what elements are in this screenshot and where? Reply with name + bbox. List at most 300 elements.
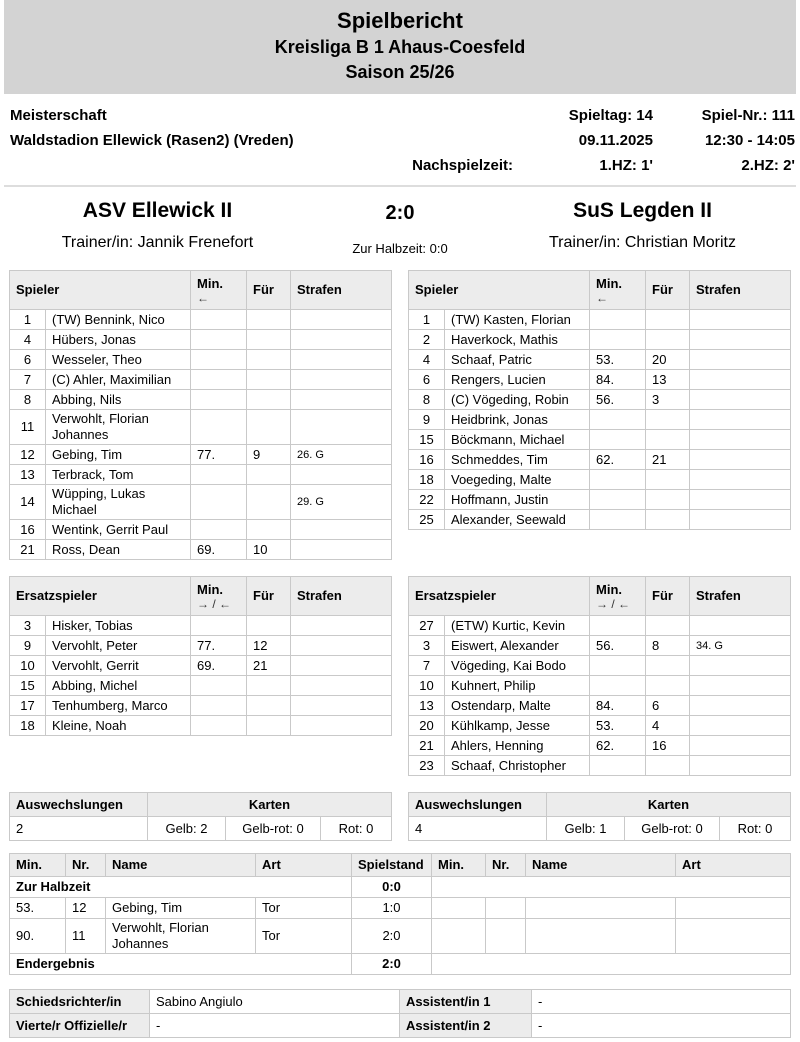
away-yellow-cards: Gelb: 1 — [547, 817, 625, 841]
score-block — [305, 199, 495, 256]
player-cards: 29. G — [291, 485, 392, 520]
player-cards — [291, 520, 392, 540]
col-fuer: Für — [247, 271, 291, 310]
summary-header-row — [10, 793, 392, 817]
player-name: Rengers, Lucien — [445, 370, 590, 390]
player-cards — [690, 370, 791, 390]
match-time: 12:30 - 14:05 — [704, 132, 795, 149]
player-name: Abbing, Michel — [46, 676, 191, 696]
player-sub-minute — [191, 520, 247, 540]
player-name: Ostendarp, Malte — [445, 696, 590, 716]
meta-right — [412, 103, 795, 178]
event-player-name: Gebing, Tim — [106, 898, 256, 919]
player-sub-for: 16 — [646, 736, 690, 756]
away-yellowred-cards: Gelb-rot: 0 — [625, 817, 720, 841]
player-sub-minute — [590, 310, 646, 330]
player-sub-for: 8 — [646, 636, 690, 656]
player-sub-minute: 84. — [590, 696, 646, 716]
event-score: 2:0 — [352, 919, 432, 954]
fourth-official-label: Vierte/r Offizielle/r — [10, 1014, 150, 1038]
away-red-cards: Rot: 0 — [720, 817, 791, 841]
sub-out-arrow-icon: ← — [197, 290, 210, 305]
col-art: Art — [676, 854, 791, 877]
player-name: Tenhumberg, Marco — [46, 696, 191, 716]
player-sub-for — [646, 510, 690, 530]
player-row — [10, 656, 392, 676]
player-sub-minute: 56. — [590, 390, 646, 410]
col-fuer: Für — [646, 271, 690, 310]
goal-event-row — [10, 898, 791, 919]
player-row — [10, 410, 392, 445]
player-row — [409, 370, 791, 390]
milestone-label: Endergebnis — [10, 954, 352, 975]
player-sub-for — [646, 756, 690, 776]
player-sub-minute: 69. — [191, 656, 247, 676]
table-header-row — [10, 577, 392, 616]
stoppage-hz1: 1.HZ: 1' — [599, 157, 653, 174]
player-name: Hoffmann, Justin — [445, 490, 590, 510]
player-name: Schaaf, Patric — [445, 350, 590, 370]
events-table — [9, 853, 791, 975]
player-row — [409, 350, 791, 370]
player-number: 17 — [10, 696, 46, 716]
player-sub-minute — [191, 616, 247, 636]
player-number: 4 — [10, 330, 46, 350]
player-name: (C) Ahler, Maximilian — [46, 370, 191, 390]
col-min: Min. → / ← — [191, 577, 247, 616]
player-name: Wüpping, Lukas Michael — [46, 485, 191, 520]
stoppage-hz2: 2.HZ: 2' — [741, 157, 795, 174]
assistant2-label: Assistent/in 2 — [400, 1014, 532, 1038]
karten-label: Karten — [547, 793, 791, 817]
player-name: Haverkock, Mathis — [445, 330, 590, 350]
player-row — [10, 520, 392, 540]
player-sub-for — [247, 616, 291, 636]
player-number: 23 — [409, 756, 445, 776]
col-fuer: Für — [646, 577, 690, 616]
player-row — [409, 696, 791, 716]
player-cards — [690, 676, 791, 696]
summary-header-row — [409, 793, 791, 817]
officials-row — [10, 1014, 791, 1038]
player-cards — [291, 350, 392, 370]
player-row — [10, 350, 392, 370]
event-away-player-name — [526, 919, 676, 954]
player-sub-minute: 77. — [191, 636, 247, 656]
player-name: Vögeding, Kai Bodo — [445, 656, 590, 676]
player-name: Wentink, Gerrit Paul — [46, 520, 191, 540]
player-cards — [690, 656, 791, 676]
away-starters-table — [408, 270, 791, 530]
player-number: 21 — [10, 540, 46, 560]
col-ersatzspieler: Ersatzspieler — [409, 577, 590, 616]
player-sub-minute — [191, 485, 247, 520]
player-sub-minute — [191, 390, 247, 410]
away-subs-count: 4 — [409, 817, 547, 841]
col-min: Min. ← — [191, 271, 247, 310]
player-row — [409, 756, 791, 776]
player-number: 7 — [10, 370, 46, 390]
player-sub-for — [646, 676, 690, 696]
player-number: 16 — [10, 520, 46, 540]
player-name: Schaaf, Christopher — [445, 756, 590, 776]
player-sub-for: 20 — [646, 350, 690, 370]
player-sub-for — [646, 310, 690, 330]
away-summary-table — [408, 792, 791, 841]
player-name: Kleine, Noah — [46, 716, 191, 736]
player-row — [409, 616, 791, 636]
home-subs-table — [9, 576, 392, 736]
home-trainer: Trainer/in: Jannik Frenefort — [61, 234, 254, 251]
col-ersatzspieler: Ersatzspieler — [10, 577, 191, 616]
player-number: 11 — [10, 410, 46, 445]
player-number: 20 — [409, 716, 445, 736]
player-sub-minute: 53. — [590, 716, 646, 736]
player-cards — [690, 696, 791, 716]
player-number: 9 — [10, 636, 46, 656]
player-number: 13 — [10, 465, 46, 485]
player-cards — [291, 465, 392, 485]
event-player-number: 11 — [66, 919, 106, 954]
player-row — [409, 390, 791, 410]
player-number: 2 — [409, 330, 445, 350]
player-number: 12 — [10, 445, 46, 465]
officials-row — [10, 990, 791, 1014]
player-sub-for — [646, 330, 690, 350]
score-milestone-row — [10, 954, 791, 975]
player-sub-minute — [590, 470, 646, 490]
player-name: Verwohlt, Florian Johannes — [46, 410, 191, 445]
halftime-score: Zur Halbzeit: 0:0 — [352, 241, 448, 256]
player-number: 8 — [409, 390, 445, 410]
summary-values-row — [409, 817, 791, 841]
player-cards — [690, 736, 791, 756]
player-sub-for — [247, 676, 291, 696]
col-spieler: Spieler — [409, 271, 590, 310]
player-sub-minute: 84. — [590, 370, 646, 390]
player-number: 1 — [10, 310, 46, 330]
player-name: Böckmann, Michael — [445, 430, 590, 450]
player-cards — [291, 696, 392, 716]
event-away-type — [676, 919, 791, 954]
event-away-empty — [432, 954, 791, 975]
player-row — [409, 330, 791, 350]
player-sub-for: 6 — [646, 696, 690, 716]
player-number: 6 — [409, 370, 445, 390]
match-meta — [0, 94, 800, 178]
player-cards — [291, 636, 392, 656]
home-red-cards: Rot: 0 — [321, 817, 392, 841]
player-sub-minute — [590, 490, 646, 510]
player-number: 27 — [409, 616, 445, 636]
col-fuer: Für — [247, 577, 291, 616]
event-away-player-name — [526, 898, 676, 919]
meta-spacer — [412, 128, 513, 153]
col-name: Name — [526, 854, 676, 877]
player-cards: 26. G — [291, 445, 392, 465]
player-sub-minute — [590, 410, 646, 430]
player-cards — [291, 310, 392, 330]
home-subs-count: 2 — [10, 817, 148, 841]
player-sub-minute — [191, 310, 247, 330]
player-number: 4 — [409, 350, 445, 370]
event-minute: 53. — [10, 898, 66, 919]
player-name: (ETW) Kurtic, Kevin — [445, 616, 590, 636]
table-header-row — [409, 577, 791, 616]
report-title: Spielbericht — [337, 8, 463, 33]
referee-name: Sabino Angiulo — [150, 990, 400, 1014]
player-row — [10, 616, 392, 636]
player-cards — [690, 410, 791, 430]
spieltag-label: Spieltag: 14 — [568, 107, 653, 124]
player-number: 13 — [409, 696, 445, 716]
player-sub-minute — [590, 656, 646, 676]
table-header-row — [409, 271, 791, 310]
col-min: Min. → / ← — [590, 577, 646, 616]
player-cards — [690, 510, 791, 530]
away-team-block — [495, 199, 790, 256]
player-row — [10, 716, 392, 736]
assistant1-label: Assistent/in 1 — [400, 990, 532, 1014]
player-name: Ross, Dean — [46, 540, 191, 560]
player-sub-for — [247, 410, 291, 445]
player-number: 10 — [10, 656, 46, 676]
player-number: 14 — [10, 485, 46, 520]
player-name: Ahlers, Henning — [445, 736, 590, 756]
player-sub-minute — [191, 716, 247, 736]
player-sub-for — [247, 716, 291, 736]
player-cards — [690, 430, 791, 450]
player-sub-minute: 62. — [590, 736, 646, 756]
player-sub-for — [247, 330, 291, 350]
player-name: Vervohlt, Peter — [46, 636, 191, 656]
player-number: 15 — [10, 676, 46, 696]
player-sub-for — [247, 350, 291, 370]
player-name: Vervohlt, Gerrit — [46, 656, 191, 676]
home-team-name: ASV Ellewick II — [82, 199, 233, 222]
player-cards — [690, 390, 791, 410]
player-row — [409, 736, 791, 756]
home-yellow-cards: Gelb: 2 — [148, 817, 226, 841]
player-cards — [690, 616, 791, 636]
player-row — [10, 370, 392, 390]
player-name: Voegeding, Malte — [445, 470, 590, 490]
match-header — [0, 187, 800, 268]
player-name: Abbing, Nils — [46, 390, 191, 410]
assistant1-name: - — [532, 990, 791, 1014]
player-cards — [291, 716, 392, 736]
player-cards: 34. G — [690, 636, 791, 656]
away-trainer: Trainer/in: Christian Moritz — [548, 234, 736, 251]
nachspielzeit-label: Nachspielzeit: — [412, 157, 513, 174]
player-name: Alexander, Seewald — [445, 510, 590, 530]
sub-out-arrow-icon: ← — [596, 290, 609, 305]
player-number: 9 — [409, 410, 445, 430]
player-sub-for: 4 — [646, 716, 690, 736]
event-type: Tor — [256, 919, 352, 954]
sub-inout-arrow-icon: → / ← — [596, 596, 631, 611]
player-sub-minute — [191, 330, 247, 350]
player-cards — [690, 330, 791, 350]
player-sub-minute: 56. — [590, 636, 646, 656]
player-name: Heidbrink, Jonas — [445, 410, 590, 430]
player-name: Eiswert, Alexander — [445, 636, 590, 656]
player-cards — [291, 616, 392, 636]
col-strafen: Strafen — [690, 577, 791, 616]
player-number: 3 — [10, 616, 46, 636]
player-number: 10 — [409, 676, 445, 696]
player-cards — [690, 470, 791, 490]
venue-label: Waldstadion Ellewick (Rasen2) (Vreden) — [10, 132, 294, 149]
player-sub-for — [247, 370, 291, 390]
player-sub-minute — [191, 676, 247, 696]
player-sub-for: 12 — [247, 636, 291, 656]
player-name: Kühlkamp, Jesse — [445, 716, 590, 736]
player-number: 6 — [10, 350, 46, 370]
player-sub-for: 13 — [646, 370, 690, 390]
player-row — [409, 636, 791, 656]
player-name: (C) Vögeding, Robin — [445, 390, 590, 410]
event-type: Tor — [256, 898, 352, 919]
player-sub-minute — [590, 676, 646, 696]
player-sub-for — [247, 390, 291, 410]
events-section — [0, 841, 800, 975]
player-number: 22 — [409, 490, 445, 510]
event-away-minute — [432, 898, 486, 919]
player-cards — [291, 330, 392, 350]
col-nr: Nr. — [66, 854, 106, 877]
player-number: 21 — [409, 736, 445, 756]
col-name: Name — [106, 854, 256, 877]
referee-label: Schiedsrichter/in — [10, 990, 150, 1014]
player-name: Hisker, Tobias — [46, 616, 191, 636]
player-row — [409, 510, 791, 530]
season-label: Saison 25/26 — [345, 62, 455, 82]
player-sub-for: 9 — [247, 445, 291, 465]
player-row — [10, 636, 392, 656]
player-sub-minute: 62. — [590, 450, 646, 470]
event-player-name: Verwohlt, Florian Johannes — [106, 919, 256, 954]
player-row — [10, 696, 392, 716]
player-number: 15 — [409, 430, 445, 450]
player-cards — [291, 410, 392, 445]
player-sub-for: 10 — [247, 540, 291, 560]
final-score: 2:0 — [385, 202, 415, 224]
col-strafen: Strafen — [291, 577, 392, 616]
player-row — [10, 310, 392, 330]
player-row — [10, 330, 392, 350]
player-sub-for — [646, 490, 690, 510]
summary-values-row — [10, 817, 392, 841]
col-nr: Nr. — [486, 854, 526, 877]
home-team-block — [10, 199, 305, 256]
officials-table — [9, 989, 791, 1038]
player-row — [10, 390, 392, 410]
milestone-label: Zur Halbzeit — [10, 877, 352, 898]
player-row — [10, 485, 392, 520]
score-milestone-row — [10, 877, 791, 898]
sub-inout-arrow-icon: → / ← — [197, 596, 232, 611]
player-number: 25 — [409, 510, 445, 530]
player-cards — [291, 656, 392, 676]
rosters-grid — [0, 268, 800, 841]
col-spieler: Spieler — [10, 271, 191, 310]
player-row — [10, 445, 392, 465]
player-cards — [291, 390, 392, 410]
player-sub-for — [646, 470, 690, 490]
col-min: Min. — [10, 854, 66, 877]
auswechslungen-label: Auswechslungen — [10, 793, 148, 817]
player-cards — [690, 450, 791, 470]
player-number: 1 — [409, 310, 445, 330]
spielnr-label: Spiel-Nr.: 111 — [701, 107, 795, 124]
player-sub-for — [247, 310, 291, 330]
player-name: (TW) Bennink, Nico — [46, 310, 191, 330]
player-number: 16 — [409, 450, 445, 470]
player-sub-for — [646, 410, 690, 430]
event-score: 1:0 — [352, 898, 432, 919]
home-starters-table — [9, 270, 392, 560]
player-sub-minute — [590, 430, 646, 450]
player-row — [409, 430, 791, 450]
player-row — [409, 490, 791, 510]
player-name: Wesseler, Theo — [46, 350, 191, 370]
player-sub-for — [247, 485, 291, 520]
player-sub-minute — [191, 370, 247, 390]
player-cards — [690, 310, 791, 330]
player-row — [10, 540, 392, 560]
player-sub-for: 3 — [646, 390, 690, 410]
away-subs-table — [408, 576, 791, 776]
player-name: Hübers, Jonas — [46, 330, 191, 350]
player-sub-for — [646, 616, 690, 636]
milestone-score: 0:0 — [352, 877, 432, 898]
player-sub-for — [247, 465, 291, 485]
officials-section — [0, 975, 800, 1038]
player-sub-for — [247, 520, 291, 540]
player-row — [409, 716, 791, 736]
player-number: 7 — [409, 656, 445, 676]
player-sub-for: 21 — [646, 450, 690, 470]
player-row — [409, 410, 791, 430]
col-spielstand: Spielstand — [352, 854, 432, 877]
milestone-score: 2:0 — [352, 954, 432, 975]
player-cards — [690, 756, 791, 776]
home-yellowred-cards: Gelb-rot: 0 — [226, 817, 321, 841]
player-sub-minute — [191, 410, 247, 445]
player-sub-minute — [590, 756, 646, 776]
table-header-row — [10, 271, 392, 310]
player-cards — [690, 490, 791, 510]
player-number: 18 — [10, 716, 46, 736]
event-away-player-number — [486, 898, 526, 919]
event-away-type — [676, 898, 791, 919]
player-cards — [690, 716, 791, 736]
col-art: Art — [256, 854, 352, 877]
player-name: Kuhnert, Philip — [445, 676, 590, 696]
player-row — [409, 450, 791, 470]
player-row — [10, 465, 392, 485]
player-row — [409, 676, 791, 696]
event-away-minute — [432, 919, 486, 954]
player-sub-for: 21 — [247, 656, 291, 676]
event-minute: 90. — [10, 919, 66, 954]
karten-label: Karten — [148, 793, 392, 817]
player-sub-minute — [191, 350, 247, 370]
player-row — [10, 676, 392, 696]
away-team-name: SuS Legden II — [573, 199, 712, 222]
player-name: Gebing, Tim — [46, 445, 191, 465]
